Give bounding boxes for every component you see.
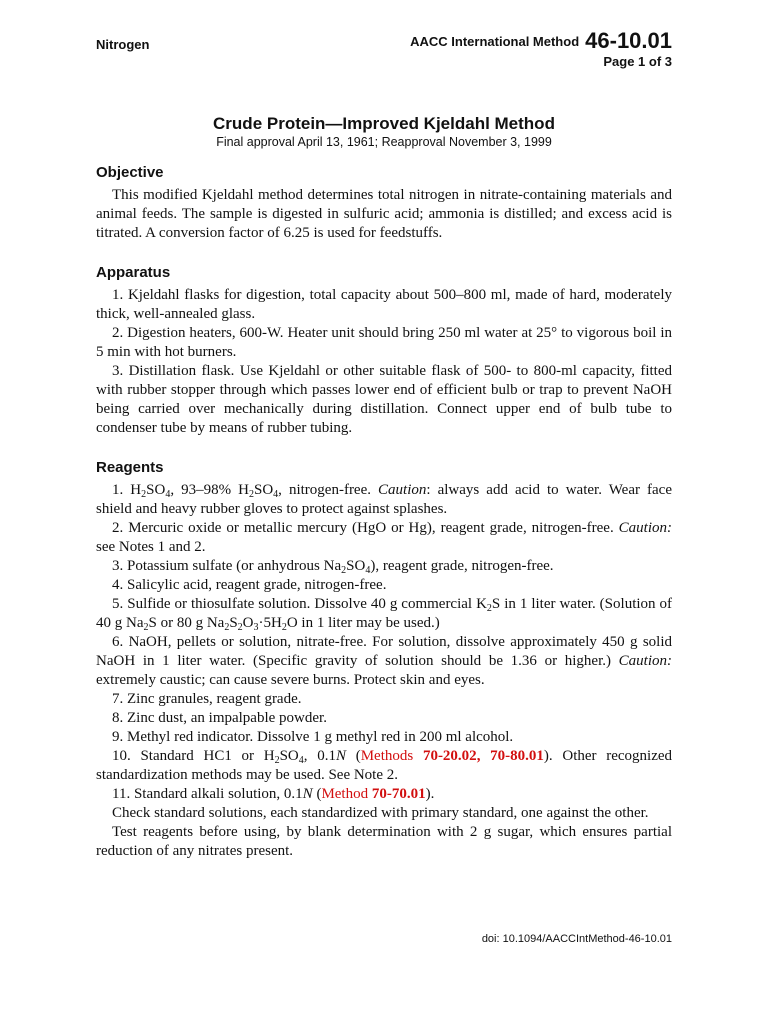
document-body	[96, 160, 672, 861]
reagent-item-8: 8. Zinc dust, an impalpable powder.	[112, 710, 327, 726]
test-reagents-text: Test reagents before using, by blank determination with 2 g sugar, which ensures partial reduction of any nitrates present.	[96, 824, 672, 859]
subscript: 2	[274, 755, 280, 766]
subscript: 2	[143, 622, 149, 633]
text: , 0.1	[303, 748, 336, 764]
link-separator: ,	[476, 748, 491, 764]
doi-footer: doi: 10.1094/AACCIntMethod-46-10.01	[481, 933, 672, 945]
objective-heading: Objective	[96, 164, 164, 181]
reagent-item-3	[96, 557, 672, 576]
text: ), reagent grade, nitrogen-free.	[370, 558, 554, 574]
reagent-item-6	[96, 633, 672, 690]
subscript: 2	[281, 622, 287, 633]
reagents-heading: Reagents	[96, 459, 164, 476]
subscript: 2	[141, 489, 147, 500]
text: (	[312, 786, 322, 802]
reagent-item-9: 9. Methyl red indicator. Dissolve 1 g methyl red in 200 ml alcohol.	[112, 729, 514, 745]
text: 6. NaOH, pellets or solution, nitrate-free. For solution, dissolve approximately 450 g solid NaOH in 1 liter water. (Specific gravity of solution should be 1.36 or higher.)	[96, 634, 672, 669]
method-header	[410, 28, 672, 69]
subscript: 2	[341, 565, 347, 576]
apparatus-item: 1. Kjeldahl flasks for digestion, total capacity about 500–800 ml, made of hard, moderately thick, well-annealed glass.	[96, 287, 672, 322]
subscript: 3	[253, 622, 259, 633]
text: (	[346, 748, 361, 764]
method-label: AACC International Method	[410, 34, 580, 49]
apparatus-heading: Apparatus	[96, 264, 171, 281]
text: ).	[425, 786, 435, 802]
apparatus-item: 2. Digestion heaters, 600-W. Heater unit should bring 250 ml water at 25° to vigorous boil in 5 min with hot burners.	[96, 325, 672, 360]
text: ). Other recognized standardization methods may be used. See Note 2.	[96, 748, 673, 783]
reagent-item-2	[96, 519, 672, 557]
check-standards-text: Check standard solutions, each standardized with primary standard, one against the other.	[112, 805, 649, 821]
text: O in 1 liter may be used.)	[286, 615, 440, 631]
text: S in 1 liter water. (Solution of 40 g Na	[96, 596, 672, 631]
caution-label: Caution:	[618, 653, 672, 669]
subscript: 4	[273, 489, 279, 500]
method-line	[410, 28, 672, 54]
text: 3. Potassium sulfate (or anhydrous Na	[112, 558, 342, 574]
text: 1. H	[112, 482, 142, 498]
text: O	[242, 615, 254, 631]
reagent-item-11	[96, 785, 672, 804]
text: 11. Standard alkali solution, 0.1	[112, 786, 303, 802]
text: see Notes 1 and 2.	[96, 539, 206, 555]
objective-text: This modified Kjeldahl method determines total nitrogen in nitrate-containing materials and animal feeds. The sample is digested in sulfuric acid; ammonia is distilled; and excess acid is titrated. A conversion factor of 6.25 is used for feedstuffs.	[96, 187, 672, 241]
reagent-item-7: 7. Zinc granules, reagent grade.	[112, 691, 302, 707]
subscript: 2	[237, 622, 243, 633]
method-link-70-70-01[interactable]: 70-70.01	[371, 786, 426, 802]
method-number: 46-10.01	[585, 28, 672, 53]
reagent-item-10	[96, 747, 672, 785]
text: SO	[279, 748, 299, 764]
approval-dates: Final approval April 13, 1961; Reapproval November 3, 1999	[216, 135, 552, 149]
subscript: 2	[224, 622, 230, 633]
text: 2. Mercuric oxide or metallic mercury (HgO or Hg), reagent grade, nitrogen-free.	[112, 520, 619, 536]
text: , nitrogen-free.	[278, 482, 379, 498]
apparatus-item: 3. Distillation flask. Use Kjeldahl or other suitable flask of 500- to 800-ml capacity, fitted with rubber stopper through which passes lower end of efficient bulb or trap to prevent NaOH being carried over mechanically during distillation. Connect upper end of bulb tube to condenser tube by means of rubber tubing.	[96, 363, 672, 436]
text: 10. Standard HC1 or H	[112, 748, 275, 764]
section-label: Nitrogen	[96, 37, 150, 52]
text: SO	[253, 482, 274, 498]
subscript: 4	[365, 565, 371, 576]
caution-label: Caution:	[618, 520, 672, 536]
method-link-70-20-02[interactable]: 70-20.02	[422, 748, 477, 764]
text: SO	[146, 482, 166, 498]
subscript: 4	[298, 755, 304, 766]
subscript: 2	[248, 489, 254, 500]
text: S	[229, 615, 238, 631]
text: S or 80 g Na	[148, 615, 225, 631]
text: : always add acid to water. Wear face shield and heavy rubber gloves to protect against splashes.	[96, 482, 672, 517]
reagent-item-5	[96, 595, 672, 633]
page-title: Crude Protein—Improved Kjeldahl Method	[213, 114, 555, 133]
text: , 93–98% H	[170, 482, 249, 498]
text: ·5H	[258, 615, 282, 631]
reagent-item-4: 4. Salicylic acid, reagent grade, nitrogen-free.	[112, 577, 387, 593]
page-indicator: Page 1 of 3	[603, 54, 672, 69]
method-link-70-80-01[interactable]: 70-80.01	[490, 748, 544, 764]
reagent-item-1	[96, 481, 672, 519]
subscript: 2	[486, 603, 492, 614]
caution-label: Caution	[378, 482, 427, 498]
subscript: 4	[165, 489, 171, 500]
method-link-label: Method	[321, 786, 372, 802]
text: extremely caustic; can cause severe burns. Protect skin and eyes.	[96, 672, 485, 688]
methods-link-label: Methods	[360, 748, 423, 764]
normality-symbol: N	[335, 748, 346, 764]
normality-symbol: N	[302, 786, 313, 802]
text: 5. Sulfide or thiosulfate solution. Dissolve 40 g commercial K	[112, 596, 487, 612]
text: SO	[346, 558, 366, 574]
